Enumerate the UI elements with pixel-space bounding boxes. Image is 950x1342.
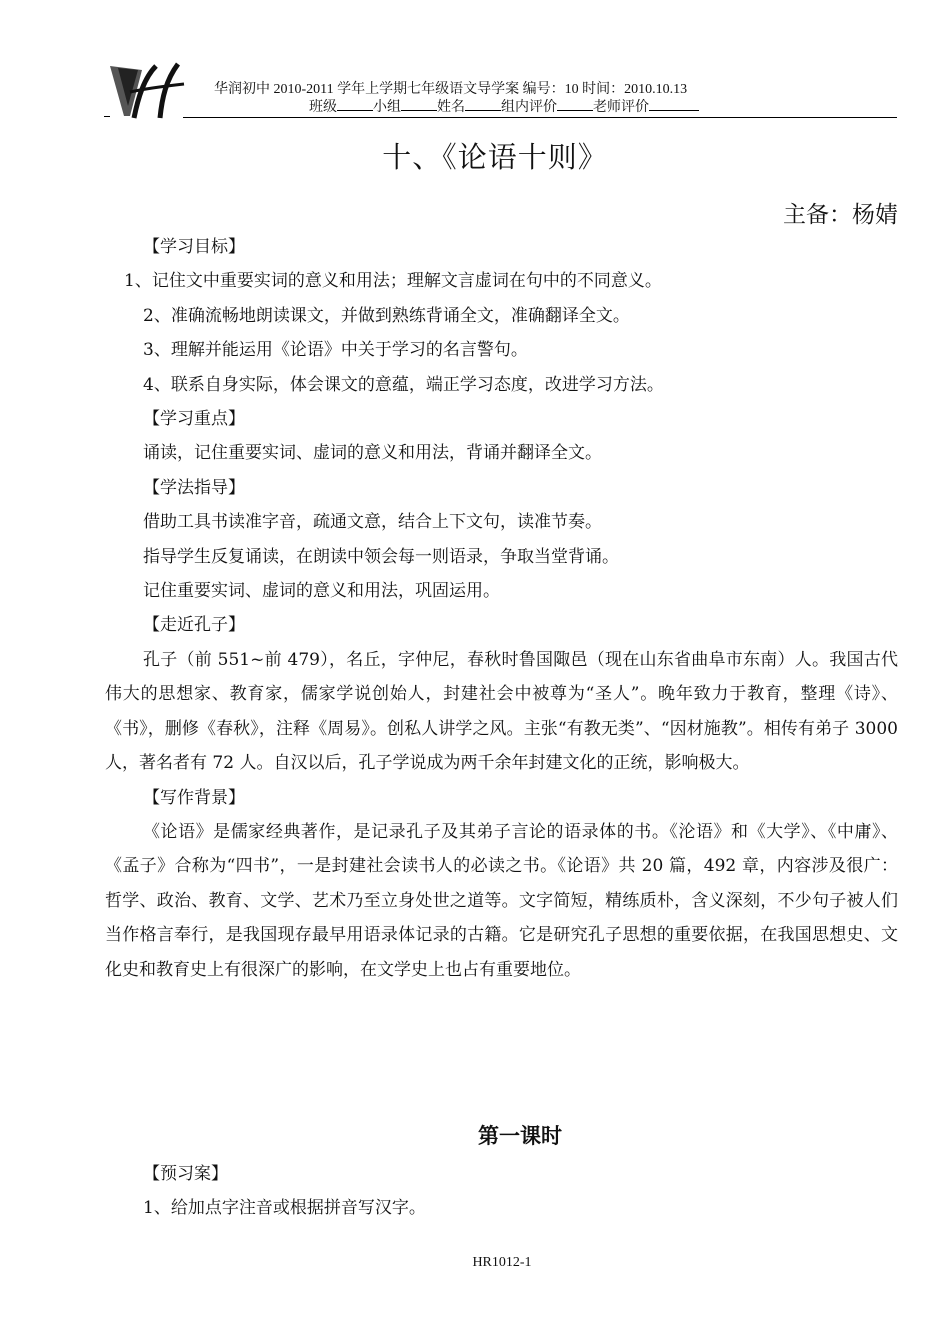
preview-heading: 【预习案】 <box>143 1164 228 1184</box>
method-item: 指导学生反复诵读，在朗读中领会每一则语录，争取当堂背诵。 <box>143 546 619 567</box>
preview-section <box>105 1157 898 1226</box>
lesson-heading: 第一课时 <box>478 1123 562 1148</box>
focus-heading: 【学习重点】 <box>143 409 245 430</box>
background-heading: 【写作背景】 <box>143 787 245 808</box>
header-evaluation-row <box>183 96 897 118</box>
method-item: 借助工具书读准字音，疏通文意，结合上下文句，读准节奏。 <box>143 512 602 533</box>
name-label: 姓名 <box>437 100 465 115</box>
author: 主备：杨婧 <box>783 202 898 228</box>
method-heading: 【学法指导】 <box>143 477 245 498</box>
objective-item: 4、联系自身实际，体会课文的意蕴，端正学习态度，改进学习方法。 <box>143 374 664 395</box>
class-label: 班级 <box>309 100 337 115</box>
header-info: 华润初中 2010-2011 学年上学期七年级语文导学案 编号：10 时间：2010.10.13 <box>214 82 688 97</box>
objective-item: 1、记住文中重要实词的意义和用法；理解文言虚词在句中的不同意义。 <box>124 271 662 292</box>
group-blank[interactable] <box>401 98 437 111</box>
method-item: 记住重要实词、虚词的意义和用法，巩固运用。 <box>143 581 500 602</box>
page-title: 十、《论语十则》 <box>382 140 608 174</box>
confucius-heading: 【走近孔子】 <box>143 615 245 636</box>
preview-task: 1、给加点字注音或根据拼音写汉字。 <box>143 1198 426 1219</box>
group-eval-blank[interactable] <box>557 98 593 111</box>
class-blank[interactable] <box>337 98 373 111</box>
page-footer: HR1012-1 <box>472 1255 532 1270</box>
background-paragraph: 《论语》是儒家经典著作，是记录孔子及其弟子言论的语录体的书。《沦语》和《大学》、《中庸》、《孟子》合称为“四书”，一是封建社会读书人的必读之书。《论语》共 20 篇，492 章，内容涉及很广：哲学、政治、教育、文学、艺术乃至立身处世之道等。文字简短，精练质朴，含义深刻，不少句子被人们当作格言奉行，是我国现存最早用语录体记录的古籍。它是研究孔子思想的重要依据，在我国思想史、文化史和教育史上有很深广的影响，在文学史上也占有重要地位。 <box>105 821 898 980</box>
name-blank[interactable] <box>465 98 501 111</box>
group-label: 小组 <box>373 100 401 115</box>
objective-item: 2、准确流畅地朗读课文，并做到熟练背诵全文，准确翻译全文。 <box>143 305 630 326</box>
confucius-paragraph: 孔子（前 551~前 479），名丘，字仲尼，春秋时鲁国陬邑（现在山东省曲阜市东南）人。我国古代伟大的思想家、教育家，儒家学说创始人，封建社会中被尊为“圣人”。晚年致力于教育，整理《诗》、《书》，删修《春秋》，注释《周易》。创私人讲学之风。主张“有教无类”、“因材施教”。相传有弟子 3000 人，著名者有 72 人。自汉以后，孔子学说成为两千余年封建文化的正统，影响极大。 <box>105 649 898 774</box>
school-logo-icon <box>108 62 188 122</box>
focus-text: 诵读，记住重要实词、虚词的意义和用法，背诵并翻译全文。 <box>143 443 602 464</box>
teacher-eval-label: 老师评价 <box>593 100 649 115</box>
objective-item: 3、理解并能运用《论语》中关于学习的名言警句。 <box>143 340 528 361</box>
teacher-eval-blank[interactable] <box>649 98 699 111</box>
objectives-heading: 【学习目标】 <box>143 237 245 257</box>
header-dash <box>104 116 110 117</box>
group-eval-label: 组内评价 <box>501 100 557 115</box>
main-content <box>105 230 898 987</box>
